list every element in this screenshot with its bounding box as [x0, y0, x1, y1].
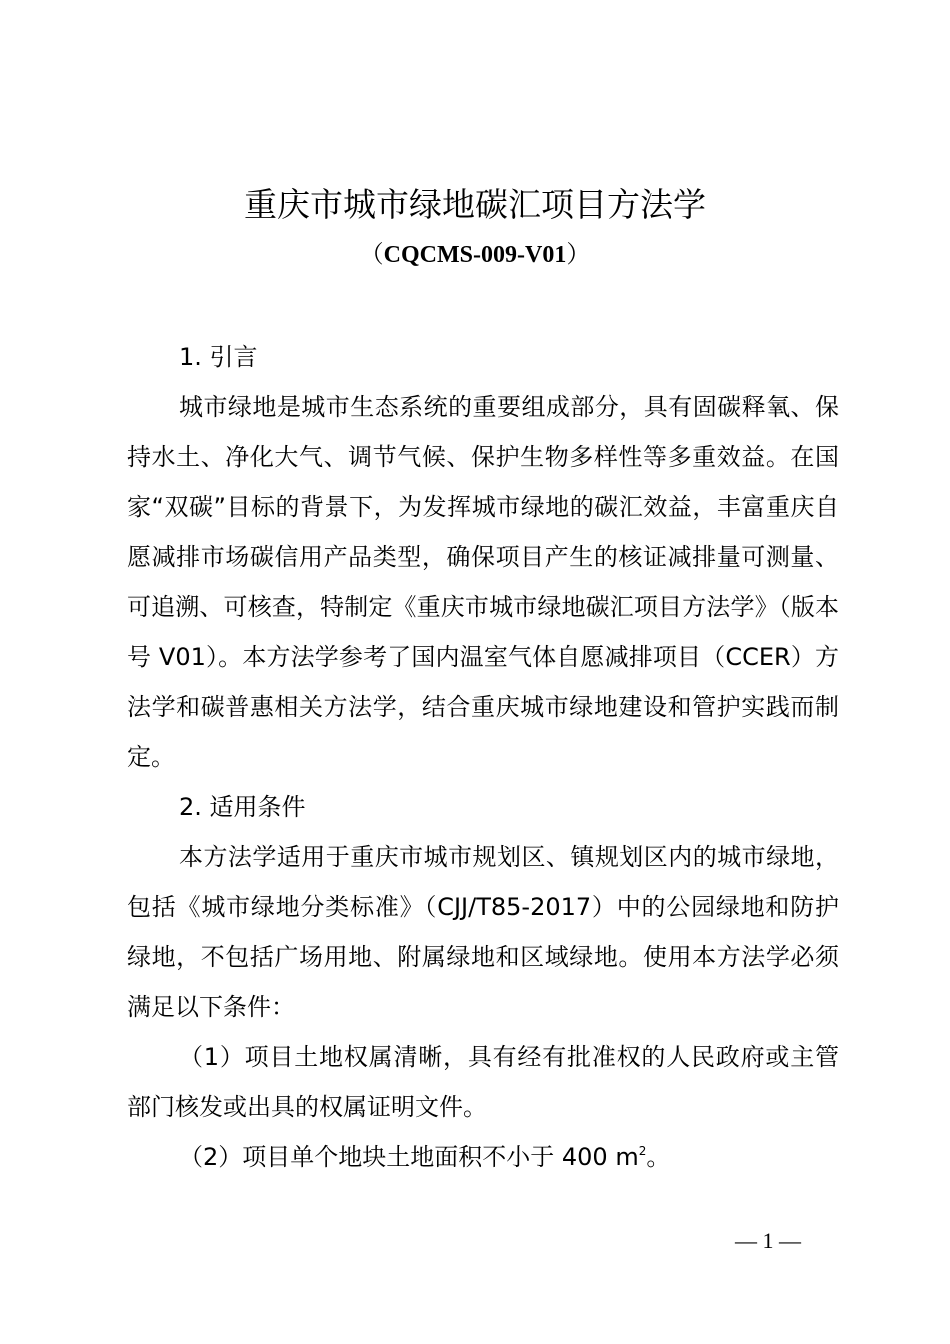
introduction-paragraph: 城市绿地是城市生态系统的重要组成部分，具有固碳释氧、保持水土、净化大气、调节气候、保护生物多样性等多重效益。在国家“双碳”目标的背景下，为发挥城市绿地的碳汇效益，丰富重庆自愿减排市场碳信用产品类型，确保项目产生的核证减排量可测量、可追溯、可核查，特制定《重庆市城市绿地碳汇项目方法学》（版本号 V01）。本方法学参考了国内温室气体自愿减排项目（CCER）方法学和碳普惠相关方法学，结合重庆城市绿地建设和管护实践而制定。	[127, 393, 839, 771]
page-number: — 1 —	[735, 1228, 801, 1253]
condition-item-2	[127, 1132, 839, 1182]
document-body	[127, 332, 839, 1182]
condition-item-1: （1）项目土地权属清晰，具有经有批准权的人民政府或主管部门核发或出具的权属证明文件。	[127, 1043, 839, 1121]
document-title: 重庆市城市绿地碳汇项目方法学	[244, 185, 706, 224]
area-unit-superscript: 2	[638, 1144, 647, 1158]
subtitle-close-paren: ）	[566, 240, 591, 268]
condition-2-end: 。	[646, 1143, 671, 1171]
subtitle-open-paren: （	[359, 240, 384, 268]
condition-2-text: （2）项目单个地块土地面积不小于 400 m	[179, 1143, 639, 1171]
methodology-code: CQCMS-009-V01	[383, 242, 567, 268]
document-subtitle	[0, 236, 950, 273]
applicability-paragraph: 本方法学适用于重庆市城市规划区、镇规划区内的城市绿地，包括《城市绿地分类标准》（CJJ/T85-2017）中的公园绿地和防护绿地，不包括广场用地、附属绿地和区域绿地。使用本方法学必须满足以下条件：	[127, 843, 839, 1021]
section-heading-introduction: 1. 引言	[179, 343, 258, 371]
section-heading-applicability: 2. 适用条件	[179, 793, 306, 821]
